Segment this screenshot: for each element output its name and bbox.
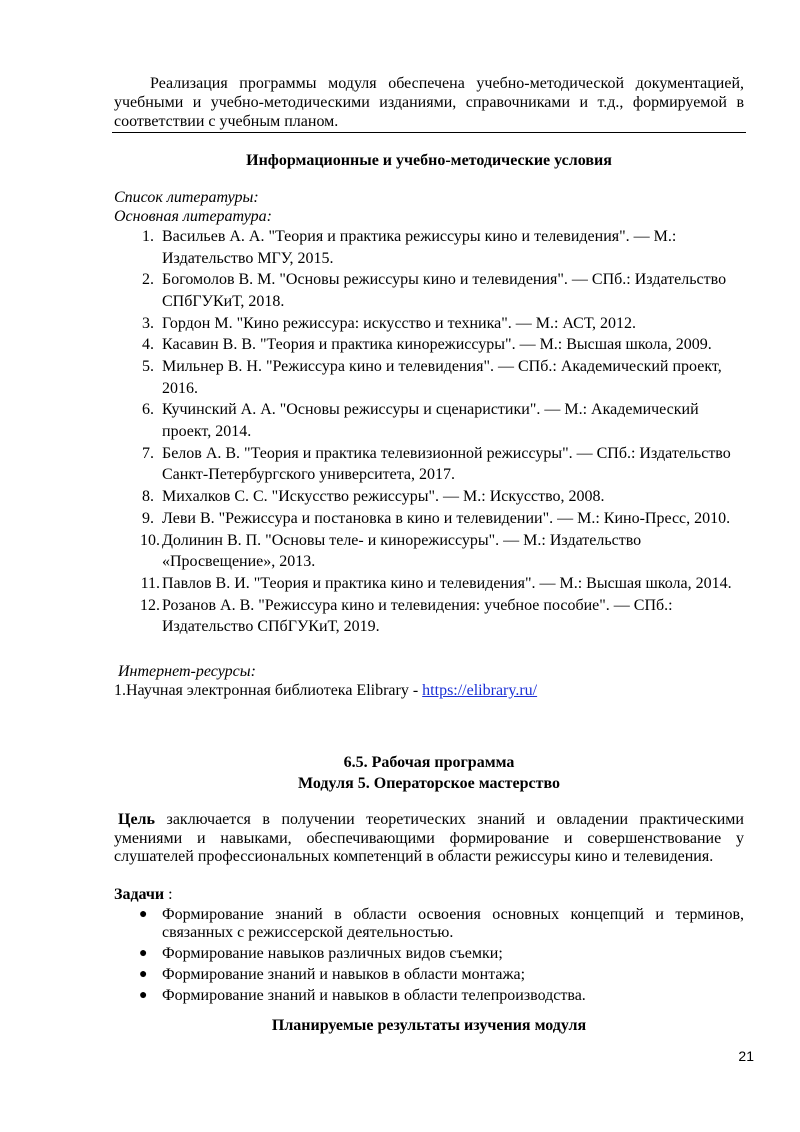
list-item [114,530,744,573]
list-item [114,356,744,399]
tasks-colon: : [164,886,173,903]
page-number: 21 [738,1048,754,1064]
list-item-number: 12. [140,596,160,614]
task-text: Формирование знаний и навыков в области монтажа; [162,966,526,983]
list-item-number: 11. [140,574,160,592]
task-text: Формирование знаний и навыков в области телепроизводства. [162,987,586,1004]
list-item-number: 7. [142,444,154,462]
list-item-text: Кучинский А. А. "Основы режиссуры и сценаристики". — М.: Академический проект, 2014. [162,401,699,440]
list-item [114,443,744,486]
conditions-heading: Информационные и учебно-методические условия [246,152,612,169]
internet-resource-text: 1.Научная электронная библиотека Elibrary - [114,682,423,699]
list-item-number: 6. [142,401,154,419]
tasks-label: Задачи [114,886,165,903]
results-heading: Планируемые результаты изучения модуля [271,1017,587,1034]
list-item [114,226,744,269]
elibrary-link[interactable]: https://elibrary.ru/ [422,682,538,699]
task-text: Формирование знаний в области освоения основных концепций и терминов, связанных с режиссерской деятельностью. [162,906,744,941]
list-item [114,906,744,942]
bullet-icon: ● [139,907,148,922]
list-item-text: Касавин В. В. "Теория и практика кинорежиссуры". — М.: Высшая школа, 2009. [162,336,712,354]
list-item-number: 8. [142,488,154,506]
list-item-number: 2. [142,271,154,289]
list-item [114,486,744,508]
list-item-text: Розанов А. В. "Режиссура кино и телевидения: учебное пособие". — СПб.: Издательство СПбГУКиТ, 2019. [162,596,673,636]
main-literature-label: Основная литература: [114,208,272,225]
divider-line [112,132,746,133]
internet-resource-item [114,681,537,701]
list-item [114,334,744,356]
list-item-number: 9. [142,509,154,527]
bullet-icon: ● [139,967,148,982]
list-item-text: Богомолов В. М. "Основы режиссуры кино и телевидения". — СПб.: Издательство СПбГУКиТ, 2018. [162,271,727,310]
list-item-text: Белов А. В. "Теория и практика телевизионной режиссуры". — СПб.: Издательство Санкт-Петербургского университета, 2017. [162,444,731,484]
bullet-icon: ● [139,946,148,961]
goal-text: заключается в получении теоретических знаний и овладении практическими умениями и навыками, обеспечивающими формирование и совершенствование у слушателей профессиональных компетенций в области режиссуры кино и телевидения. [114,811,744,865]
list-item [114,573,744,595]
list-item [114,966,744,984]
literature-label: Список литературы: [114,189,259,206]
list-item-number: 10. [140,531,160,549]
list-item-number: 4. [142,336,154,354]
literature-list [114,226,744,638]
internet-resources-label: Интернет-ресурсы: [118,663,256,680]
list-item [114,269,744,312]
list-item [114,399,744,442]
tasks-heading [114,885,173,905]
list-item-number: 3. [142,314,154,332]
bullet-icon: ● [139,988,148,1003]
tasks-list [114,906,744,1008]
list-item-text: Васильев А. А. "Теория и практика режиссуры кино и телевидения". — М.: Издательство МГУ, 2015. [162,228,677,267]
list-item-text: Михалков С. С. "Искусство режиссуры". — М.: Искусство, 2008. [162,488,605,506]
goal-paragraph [114,811,744,867]
list-item-text: Долинин В. П. "Основы теле- и кинорежиссуры". — М.: Издательство «Просвещение», 2013. [162,531,642,571]
intro-paragraph: Реализация программы модуля обеспечена учебно-методической документацией, учебными и учебно-методическими изданиями, справочниками и т.д., формируемой в соответствии с учебным планом. [114,75,744,130]
list-item [114,313,744,335]
section-number-title: 6.5. Рабочая программа [343,754,515,771]
list-item-number: 1. [142,228,154,245]
list-item [114,987,744,1005]
list-item-text: Леви В. "Режиссура и постановка в кино и телевидении". — М.: Кино-Пресс, 2010. [162,509,731,527]
goal-label: Цель [118,811,155,828]
list-item [114,945,744,963]
module-title: Модуля 5. Операторское мастерство [297,775,560,792]
task-text: Формирование навыков различных видов съемки; [162,945,503,962]
list-item-number: 5. [142,358,154,376]
list-item-text: Мильнер В. Н. "Режиссура кино и телевидения". — СПб.: Академический проект, 2016. [162,358,722,397]
list-item [114,595,744,638]
list-item [114,508,744,530]
list-item-text: Гордон М. "Кино режиссура: искусство и техника". — М.: АСТ, 2012. [162,314,637,332]
list-item-text: Павлов В. И. "Теория и практика кино и телевидения". — М.: Высшая школа, 2014. [162,574,732,592]
